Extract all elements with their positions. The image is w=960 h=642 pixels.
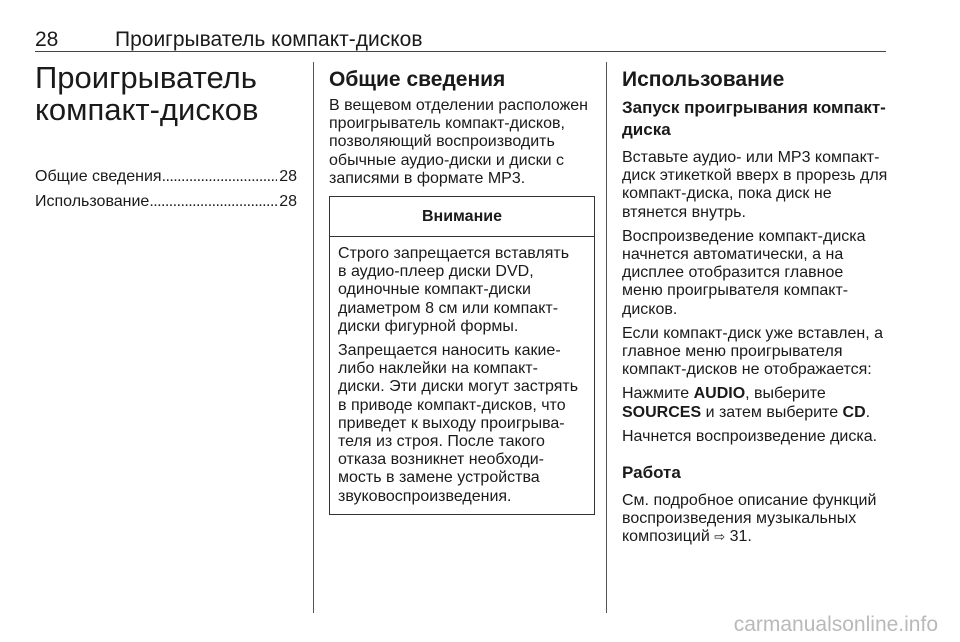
toc-leader-dots [162, 168, 278, 186]
toc-label: Общие сведения [35, 168, 162, 185]
subheading-operation: Работа [622, 463, 681, 483]
intro-paragraph: В вещевом отделении расположен проигрыватель компакт-дисков, позволяющий воспроизводить обычные аудио-диски и диски с записями в формате MP3. [329, 97, 588, 187]
page-header [35, 28, 885, 52]
audio-key-label: AUDIO [693, 385, 746, 403]
paragraph: Вставьте аудио- или MP3 компакт- диск этикеткой вверх в прорезь для компакт-диска, пока диск не втянется внутрь. [622, 149, 888, 221]
notice-paragraph: Строго запрещается вставлять в аудио-плеер диски DVD, одиночные компакт-диски диаметром 8 см или компакт- диски фигурной формы. [338, 245, 570, 335]
toc-page: 28 [279, 168, 297, 185]
toc-page: 28 [279, 193, 297, 210]
page-reference-arrow-icon[interactable]: ⇨ [714, 529, 726, 545]
right-column [622, 62, 888, 553]
watermark: carmanualsonline.info [733, 613, 938, 636]
toc-leader-dots [149, 193, 277, 211]
left-column [35, 62, 297, 218]
header-divider [35, 51, 886, 52]
notice-body [330, 237, 594, 514]
toc-label: Использование [35, 193, 150, 210]
subheading-start-playback: Запуск проигрывания компакт- диска [622, 98, 886, 139]
instruction-paragraph: Нажмите AUDIO, выберите SOURCES и затем выберите CD. [622, 385, 871, 421]
paragraph: Воспроизведение компакт-диска начнется автоматически, а на дисплее отобразится главное меню проигрывателя компакт- дисков. [622, 227, 866, 318]
toc-entry-usage[interactable] [35, 193, 297, 211]
sources-key-label: SOURCES [622, 403, 702, 421]
paragraph: См. подробное описание функций воспроизведения музыкальных композиций ⇨ 31. [622, 492, 877, 546]
toc-entry-general[interactable] [35, 168, 297, 186]
paragraph: Если компакт-диск уже вставлен, а главное меню проигрывателя компакт-дисков не отображается: [622, 324, 883, 379]
notice-paragraph: Запрещается наносить какие- либо наклейки на компакт- диски. Эти диски могут застрять в приводе компакт-дисков, что приведет к выходу проигрыва- теля из строя. После такого отказа возникнет необходи- мость в замене устройства звуковоспроизведения. [338, 342, 579, 505]
column-divider [313, 62, 314, 613]
header-title: Проигрыватель компакт-дисков [115, 28, 423, 51]
page-number: 28 [35, 28, 59, 51]
chapter-title: Проигрыватель компакт-дисков [35, 60, 259, 127]
middle-column [329, 62, 595, 515]
column-divider [606, 62, 607, 613]
section-heading-general: Общие сведения [329, 68, 506, 91]
cd-key-label: CD [842, 403, 866, 421]
notice-title: Внимание [330, 197, 594, 237]
paragraph: Начнется воспроизведение диска. [622, 427, 878, 445]
section-heading-usage: Использование [622, 68, 785, 91]
notice-box [329, 196, 595, 515]
